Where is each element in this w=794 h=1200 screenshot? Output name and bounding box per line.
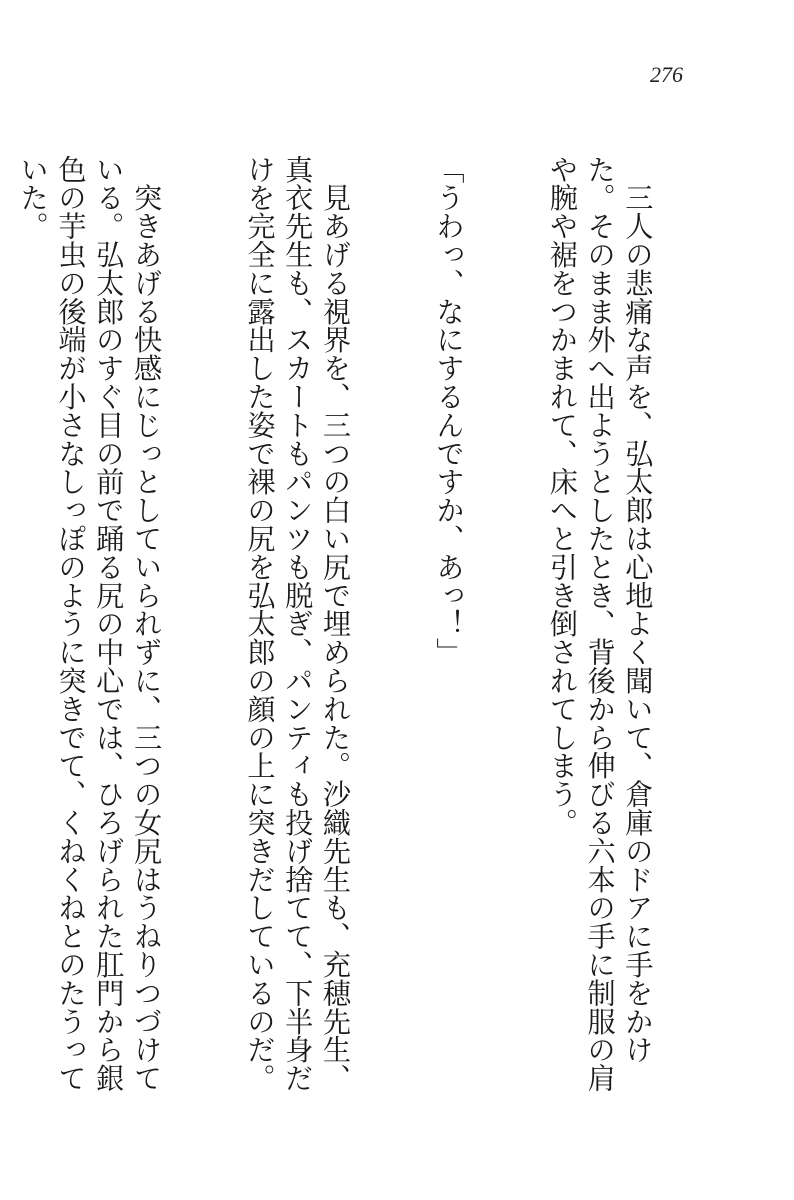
paragraph: 見あげる視界を、三つの白い尻で埋められた。沙織先生も、充穂先生、真衣先生も、スカートもパンツも脱ぎ、パンティも投げ捨てて、下半身だけを完全に露出した姿で裸の尻を弘太郎の顔の上に突きだしているのだ。: [243, 155, 353, 1093]
dialogue-line: 「うわっ、なにするんですか、あっ！」: [432, 155, 466, 667]
page-number: 276: [650, 62, 683, 87]
paragraph: 三人の悲痛な声を、弘太郎は心地よく聞いて、倉庫のドアに手をかけた。そのまま外へ出ようとしたとき、背後から伸びる六本の手に制服の肩や腕や裾をつかまれて、床へと引き倒されてしまう。: [545, 155, 655, 1093]
body-text: [0, 155, 732, 1115]
paragraph: 突きあげる快感にじっとしていられずに、三つの女尻はうねりつづけている。弘太郎のすぐ目の前で踊る尻の中心では、ひろげられた肛門から銀色の芋虫の後端が小さなしっぽのように突きでて、くねくねとのたうっていた。: [16, 155, 164, 1093]
